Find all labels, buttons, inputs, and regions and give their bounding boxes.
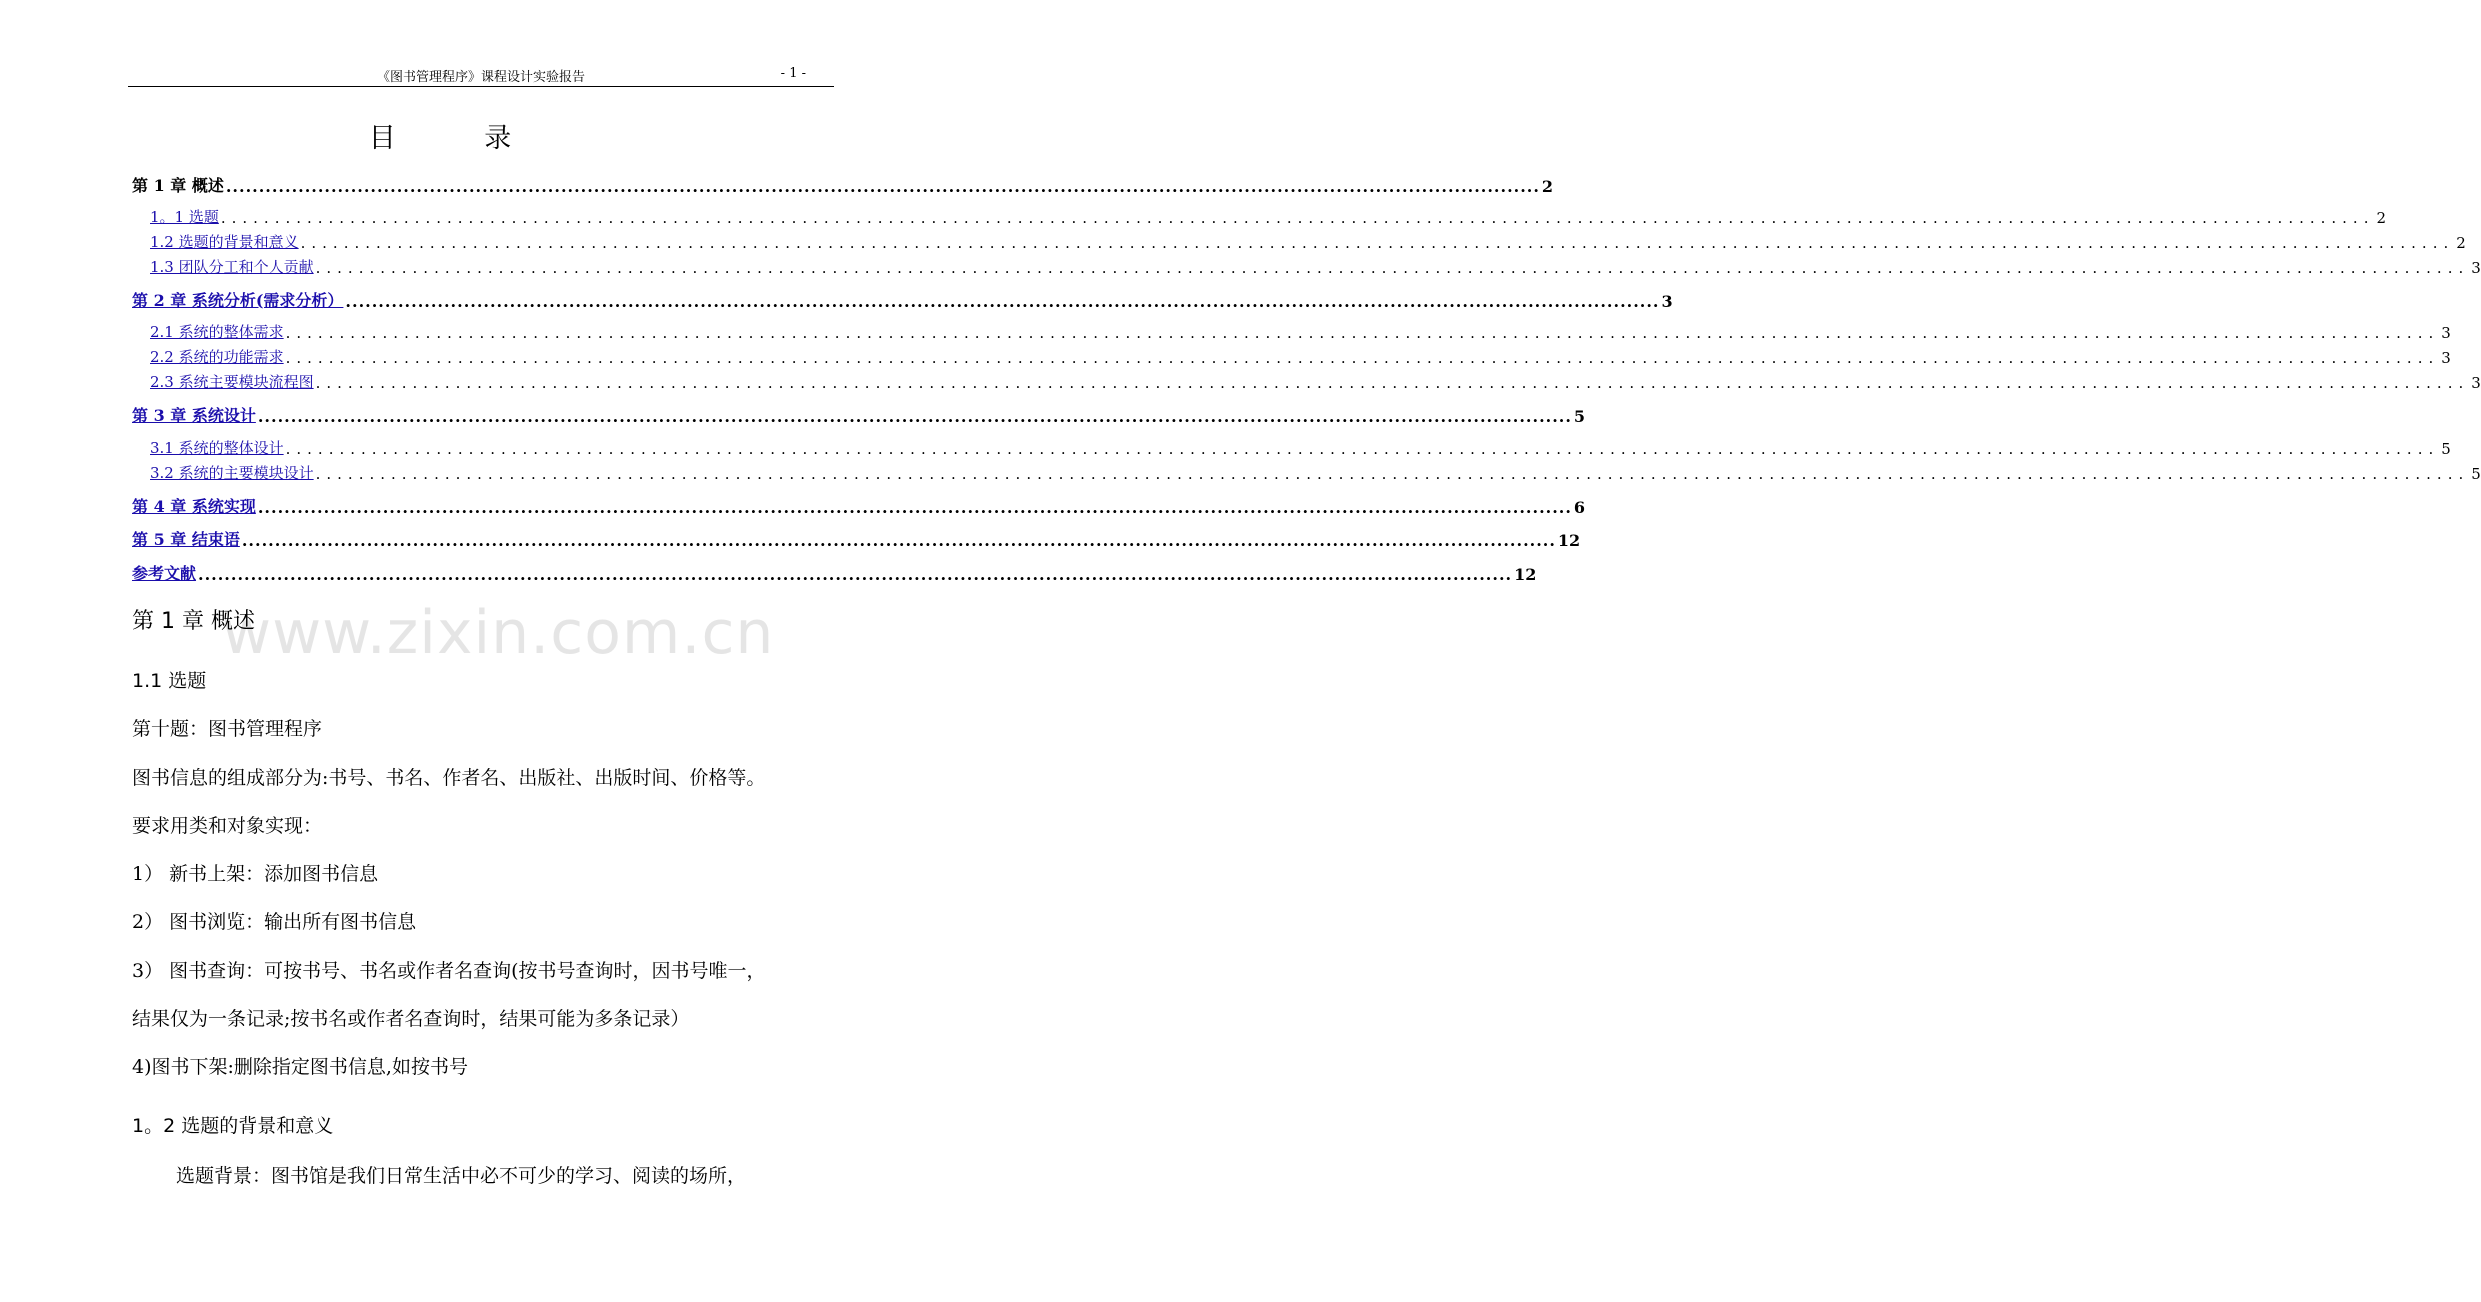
toc-entry-page: 3 xyxy=(2471,259,2481,277)
body-line: 选题背景：图书馆是我们日常生活中必不可少的学习、阅读的场所， xyxy=(176,1165,747,1187)
toc-entry-page: 5 xyxy=(1573,407,1586,426)
toc-entry[interactable] xyxy=(132,400,1586,426)
toc-entry-page: 2 xyxy=(1541,177,1554,196)
toc-entry[interactable] xyxy=(132,285,1673,311)
body-line: 3） 图书查询：可按书号、书名或作者名查询(按书号查询时，因书号唯一， xyxy=(132,960,766,982)
toc-entry-page: 3 xyxy=(2441,324,2451,342)
toc-leader-dots: ........................................................................................................................................................................................................ xyxy=(300,234,2455,252)
toc-entry[interactable] xyxy=(132,491,1586,517)
toc-entry-page: 3 xyxy=(2441,349,2451,367)
toc-entry[interactable] xyxy=(150,432,2451,458)
toc-entry[interactable] xyxy=(150,366,2481,392)
toc-entry-page: 2 xyxy=(2456,234,2466,252)
toc-entry-label[interactable]: 第 5 章 结束语 xyxy=(132,530,240,549)
toc-entry[interactable] xyxy=(132,558,1537,584)
toc-entry-page: 6 xyxy=(1573,498,1586,517)
section-heading: 1。2 选题的背景和意义 xyxy=(132,1115,334,1137)
header-page-number: - 1 - xyxy=(780,66,806,81)
toc-entry[interactable] xyxy=(150,316,2451,342)
section-heading: 1.1 选题 xyxy=(132,670,207,692)
toc-entry-page: 12 xyxy=(1514,565,1537,584)
toc-entry-label[interactable]: 1.3 团队分工和个人贡献 xyxy=(150,258,314,276)
toc-leader-dots: ........................................................................................................................................................................................................ xyxy=(315,374,2470,392)
toc-leader-dots: ........................................................................................................................................................................................................ xyxy=(257,498,1572,517)
toc-entry-label[interactable]: 3.1 系统的整体设计 xyxy=(150,439,284,457)
toc-leader-dots: ........................................................................................................................................................................................................ xyxy=(220,209,2375,227)
toc-entry-label[interactable]: 1.2 选题的背景和意义 xyxy=(150,233,299,251)
toc-leader-dots: ........................................................................................................................................................................................................ xyxy=(257,407,1572,426)
toc-leader-dots: ........................................................................................................................................................................................................ xyxy=(198,565,1513,584)
toc-entry-label[interactable]: 2.2 系统的功能需求 xyxy=(150,348,284,366)
toc-entry-label: 第 1 章 概述 xyxy=(132,176,224,195)
body-line: 结果仅为一条记录;按书名或作者名查询时，结果可能为多条记录） xyxy=(132,1008,690,1030)
body-line: 2） 图书浏览：输出所有图书信息 xyxy=(132,911,417,933)
toc-leader-dots: ........................................................................................................................................................................................................ xyxy=(315,465,2470,483)
body-line: 1） 新书上架：添加图书信息 xyxy=(132,863,379,885)
toc-entry-page: 3 xyxy=(1661,292,1673,311)
toc-entry[interactable] xyxy=(150,226,2466,252)
toc-entry-label[interactable]: 3.2 系统的主要模块设计 xyxy=(150,464,314,482)
toc-entry-page: 12 xyxy=(1557,531,1581,550)
toc-entry-label[interactable]: 2.1 系统的整体需求 xyxy=(150,323,284,341)
toc-entry-label[interactable]: 第 4 章 系统实现 xyxy=(132,497,256,516)
toc-leader-dots: ........................................................................................................................................................................................................ xyxy=(285,324,2440,342)
toc-entry-label[interactable]: 2.3 系统主要模块流程图 xyxy=(150,373,314,391)
toc-leader-dots: ........................................................................................................................................................................................................ xyxy=(225,177,1540,196)
page-header xyxy=(128,64,834,87)
toc-entry[interactable] xyxy=(150,251,2481,277)
toc-entry-page: 3 xyxy=(2471,374,2481,392)
toc-entry-page: 5 xyxy=(2441,440,2451,458)
toc-entry-label[interactable]: 第 2 章 系统分析(需求分析） xyxy=(132,291,344,310)
body-line: 图书信息的组成部分为:书号、书名、作者名、出版社、出版时间、价格等。 xyxy=(132,767,766,789)
header-title: 《图书管理程序》课程设计实验报告 xyxy=(376,70,585,85)
body-line: 第十题：图书管理程序 xyxy=(132,718,323,740)
toc-entry[interactable] xyxy=(150,457,2481,483)
toc-leader-dots: ........................................................................................................................................................................................................ xyxy=(345,292,1660,311)
toc-entry-label[interactable]: 第 3 章 系统设计 xyxy=(132,406,256,425)
body-line: 要求用类和对象实现： xyxy=(132,815,323,837)
toc-entry[interactable] xyxy=(132,524,1581,550)
toc-entry[interactable] xyxy=(150,201,2387,227)
toc-leader-dots: ........................................................................................................................................................................................................ xyxy=(241,531,1556,550)
toc-leader-dots: ........................................................................................................................................................................................................ xyxy=(315,259,2470,277)
toc-leader-dots: ........................................................................................................................................................................................................ xyxy=(285,440,2440,458)
toc-entry-label[interactable]: 1。1 选题 xyxy=(150,208,219,226)
toc-entry[interactable] xyxy=(150,341,2451,367)
toc-entry[interactable] xyxy=(132,170,1554,196)
toc-leader-dots: ........................................................................................................................................................................................................ xyxy=(285,349,2440,367)
chapter-heading: 第 1 章 概述 xyxy=(132,609,255,634)
body-line: 4)图书下架:删除指定图书信息,如按书号 xyxy=(132,1056,468,1078)
toc-title: 目 录 xyxy=(368,123,552,154)
toc-entry-page: 5 xyxy=(2471,465,2481,483)
toc-entry-page: 2 xyxy=(2376,209,2387,227)
watermark: www.zixin.com.cn xyxy=(222,598,775,668)
toc-entry-label[interactable]: 参考文献 xyxy=(132,564,197,583)
